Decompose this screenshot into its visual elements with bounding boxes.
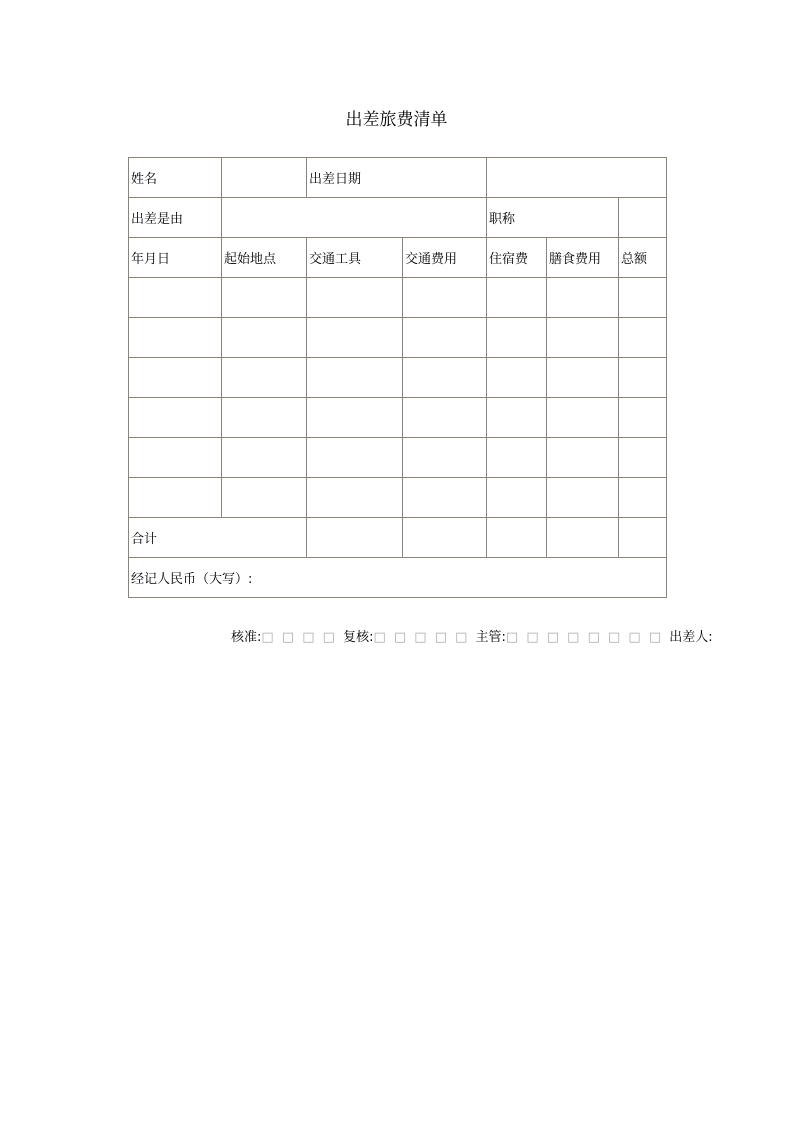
table-row xyxy=(129,398,667,438)
table-cell[interactable] xyxy=(547,358,619,398)
total-label: 合计 xyxy=(129,518,307,558)
table-cell[interactable] xyxy=(222,478,307,518)
table-cell[interactable] xyxy=(307,358,403,398)
total-row xyxy=(129,518,667,558)
column-header: 膳食费用 xyxy=(547,238,619,278)
table-cell[interactable] xyxy=(487,518,547,558)
table-cell[interactable] xyxy=(307,478,403,518)
table-cell[interactable] xyxy=(487,318,547,358)
reason-field[interactable] xyxy=(222,198,487,238)
amount-row xyxy=(129,558,667,598)
table-cell[interactable] xyxy=(487,438,547,478)
name-label: 姓名 xyxy=(129,158,222,198)
date-field[interactable] xyxy=(487,158,667,198)
manager-blank[interactable]: □ □ □ □ □ □ □ □ xyxy=(505,630,670,645)
table-cell[interactable] xyxy=(547,278,619,318)
table-cell[interactable] xyxy=(307,278,403,318)
table-cell[interactable] xyxy=(487,278,547,318)
table-cell[interactable] xyxy=(619,398,667,438)
column-header: 总额 xyxy=(619,238,667,278)
position-label: 职称 xyxy=(487,198,619,238)
amount-label: 经记人民币（大写）: xyxy=(129,558,667,598)
table-cell[interactable] xyxy=(222,358,307,398)
table-cell[interactable] xyxy=(403,278,487,318)
table-cell[interactable] xyxy=(307,518,403,558)
table-cell[interactable] xyxy=(619,278,667,318)
traveler-label: 出差人: xyxy=(669,630,713,645)
column-header: 交通工具 xyxy=(307,238,403,278)
table-cell[interactable] xyxy=(547,478,619,518)
table-cell[interactable] xyxy=(222,278,307,318)
column-header: 住宿费 xyxy=(487,238,547,278)
manager-label: 主管: xyxy=(475,630,506,645)
review-label: 复核: xyxy=(343,630,374,645)
table-cell[interactable] xyxy=(129,438,222,478)
table-row xyxy=(129,478,667,518)
approve-blank[interactable]: □ □ □ □ xyxy=(261,630,344,645)
table-cell[interactable] xyxy=(403,518,487,558)
column-header: 起始地点 xyxy=(222,238,307,278)
table-cell[interactable] xyxy=(619,438,667,478)
review-blank[interactable]: □ □ □ □ □ xyxy=(373,630,476,645)
table-cell[interactable] xyxy=(487,398,547,438)
page-title: 出差旅费清单 xyxy=(345,110,448,130)
table-row xyxy=(129,198,667,238)
position-field[interactable] xyxy=(619,198,667,238)
table-cell[interactable] xyxy=(487,478,547,518)
table-cell[interactable] xyxy=(129,318,222,358)
table-cell[interactable] xyxy=(129,478,222,518)
expense-table xyxy=(128,157,667,598)
table-cell[interactable] xyxy=(619,318,667,358)
table-cell[interactable] xyxy=(619,478,667,518)
table-cell[interactable] xyxy=(129,358,222,398)
table-cell[interactable] xyxy=(222,438,307,478)
name-field[interactable] xyxy=(222,158,307,198)
table-row xyxy=(129,438,667,478)
table-cell[interactable] xyxy=(307,438,403,478)
signature-line xyxy=(231,626,713,645)
table-cell[interactable] xyxy=(547,438,619,478)
table-cell[interactable] xyxy=(129,278,222,318)
table-cell[interactable] xyxy=(129,398,222,438)
approve-label: 核准: xyxy=(231,630,262,645)
table-cell[interactable] xyxy=(403,438,487,478)
table-cell[interactable] xyxy=(487,358,547,398)
table-cell[interactable] xyxy=(307,318,403,358)
table-cell[interactable] xyxy=(619,358,667,398)
column-header: 交通费用 xyxy=(403,238,487,278)
table-cell[interactable] xyxy=(547,398,619,438)
table-cell[interactable] xyxy=(403,358,487,398)
table-cell[interactable] xyxy=(222,318,307,358)
reason-label: 出差是由 xyxy=(129,198,222,238)
column-header: 年月日 xyxy=(129,238,222,278)
table-cell[interactable] xyxy=(403,318,487,358)
table-cell[interactable] xyxy=(547,318,619,358)
table-cell[interactable] xyxy=(547,518,619,558)
table-cell[interactable] xyxy=(222,398,307,438)
table-cell[interactable] xyxy=(403,398,487,438)
table-cell[interactable] xyxy=(307,398,403,438)
table-row xyxy=(129,278,667,318)
table-row xyxy=(129,358,667,398)
header-row xyxy=(129,238,667,278)
table-row xyxy=(129,318,667,358)
table-cell[interactable] xyxy=(619,518,667,558)
date-label: 出差日期 xyxy=(307,158,487,198)
table-row xyxy=(129,158,667,198)
table-cell[interactable] xyxy=(403,478,487,518)
